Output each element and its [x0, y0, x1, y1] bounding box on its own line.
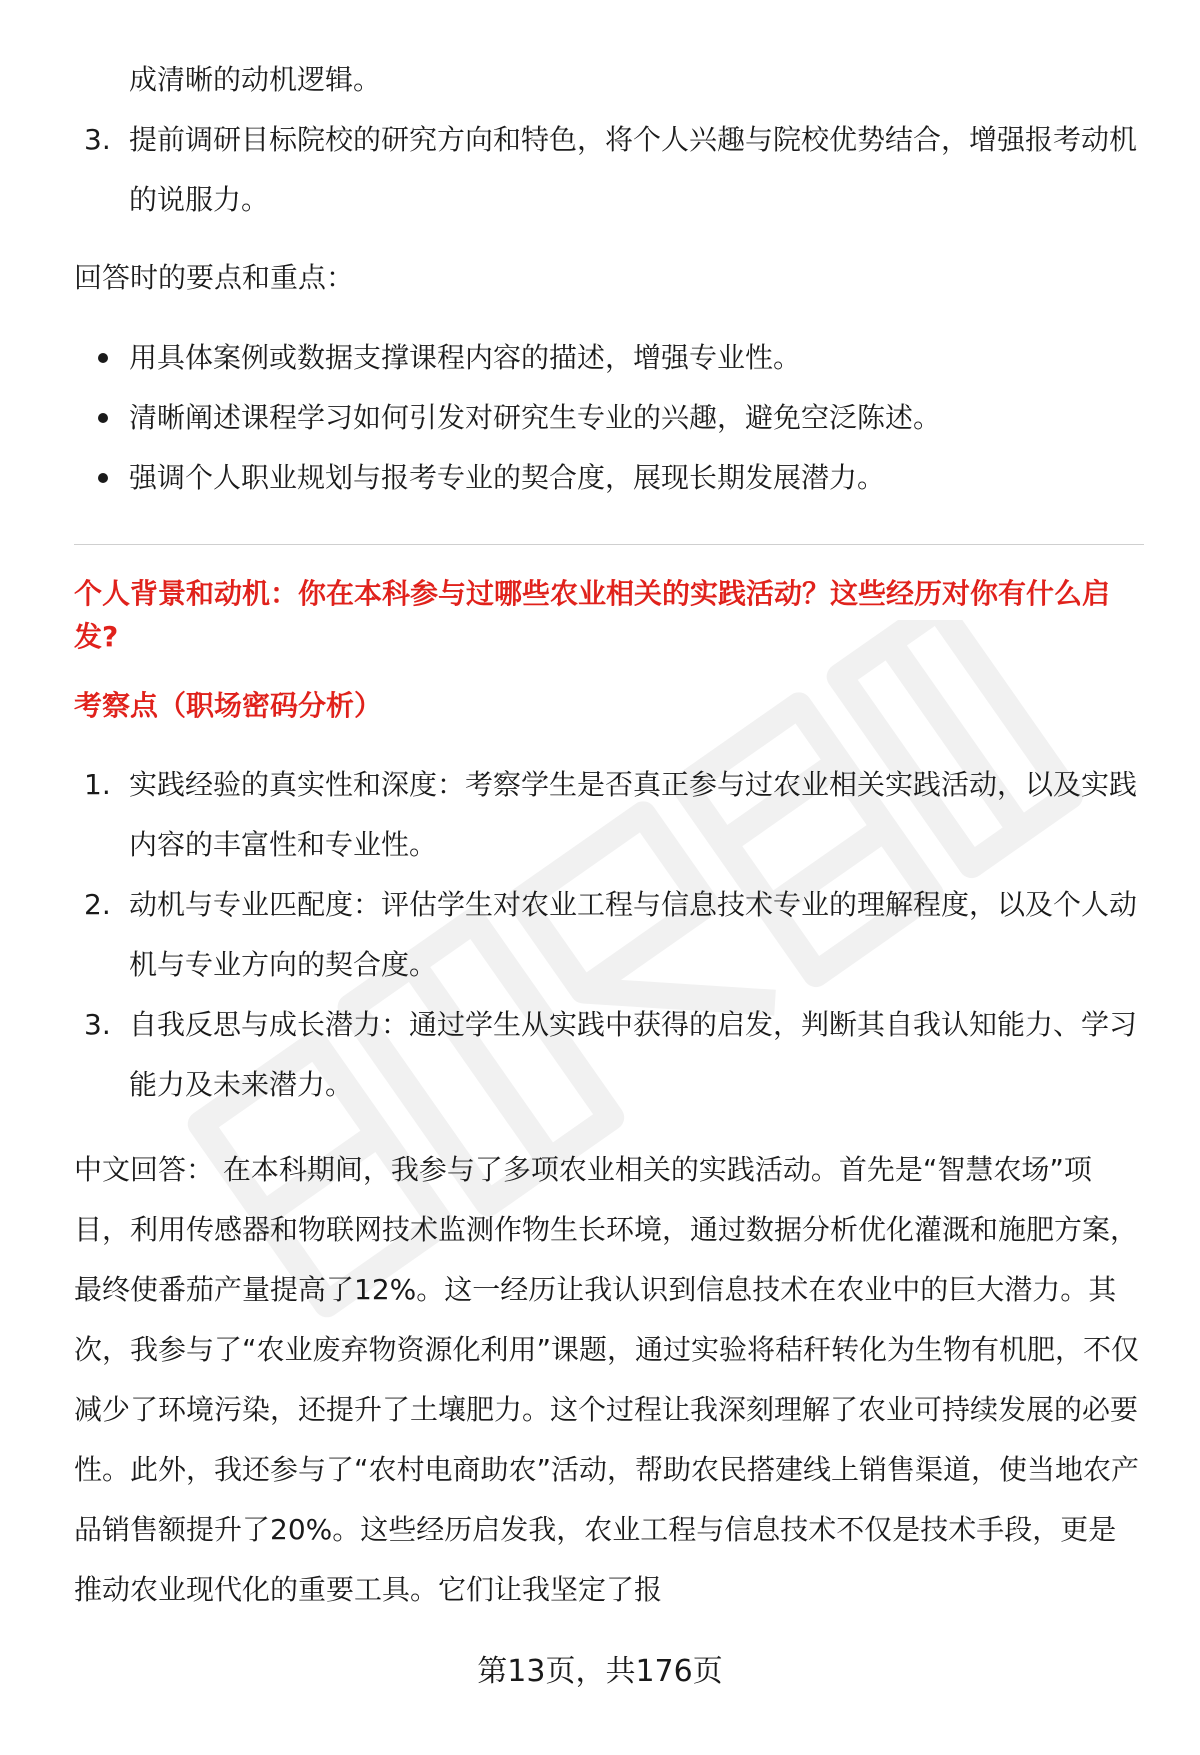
bullet-text: 强调个人职业规划与报考专业的契合度，展现长期发展潜力。: [129, 461, 886, 494]
page-number: 第13页，共176页: [477, 1654, 723, 1689]
list-item: [74, 110, 1144, 230]
list-item: [74, 755, 1144, 875]
exam-points-title: 考察点（职场密码分析）: [74, 689, 383, 722]
bullet-item: [74, 328, 1144, 388]
list-item: [74, 875, 1144, 995]
list-item-text: 自我反思与成长潜力：通过学生从实践中获得的启发，判断其自我认知能力、学习能力及未来潜力。: [129, 1008, 1138, 1101]
list-item-text: 实践经验的真实性和深度：考察学生是否真正参与过农业相关实践活动，以及实践内容的丰富性和专业性。: [129, 768, 1138, 861]
list-number: 1.: [84, 768, 111, 801]
key-points-label: 回答时的要点和重点：: [74, 261, 355, 294]
bullet-item: [74, 388, 1144, 448]
bullet-text: 清晰阐述课程学习如何引发对研究生专业的兴趣，避免空泛陈述。: [129, 401, 942, 434]
bullet-icon: [98, 353, 108, 363]
list-number: 2.: [84, 888, 111, 921]
list-item: [74, 995, 1144, 1115]
continuation-text: 成清晰的动机逻辑。: [129, 63, 382, 96]
list-item-text: 提前调研目标院校的研究方向和特色，将个人兴趣与院校优势结合，增强报考动机的说服力。: [129, 123, 1138, 216]
list-number: 3.: [84, 123, 111, 156]
list-item-text: 动机与专业匹配度：评估学生对农业工程与信息技术专业的理解程度，以及个人动机与专业方向的契合度。: [129, 888, 1138, 981]
bullet-text: 用具体案例或数据支撑课程内容的描述，增强专业性。: [129, 341, 802, 374]
key-points-list: [74, 328, 1144, 508]
question-title: 个人背景和动机：你在本科参与过哪些农业相关的实践活动？这些经历对你有什么启发?: [74, 577, 1111, 653]
bullet-icon: [98, 413, 108, 423]
list-number: 3.: [84, 1008, 111, 1041]
answer-paragraph: 中文回答： 在本科期间，我参与了多项农业相关的实践活动。首先是“智慧农场”项目，利用传感器和物联网技术监测作物生长环境，通过数据分析优化灌溉和施肥方案，最终使番茄产量提高了12%。这一经历让我认识到信息技术在农业中的巨大潜力。其次，我参与了“农业废弃物资源化利用”课题，通过实验将秸秆转化为生物有机肥，不仅减少了环境污染，还提升了土壤肥力。这个过程让我深刻理解了农业可持续发展的必要性。此外，我还参与了“农村电商助农”活动，帮助农民搭建线上销售渠道，使当地农产品销售额提升了20%。这些经历启发我，农业工程与信息技术不仅是技术手段，更是推动农业现代化的重要工具。它们让我坚定了报: [74, 1153, 1140, 1606]
main-content: [74, 50, 1144, 1620]
bullet-icon: [98, 473, 108, 483]
bullet-item: [74, 448, 1144, 508]
exam-points-list: [74, 755, 1144, 1115]
section-divider: [74, 544, 1144, 545]
